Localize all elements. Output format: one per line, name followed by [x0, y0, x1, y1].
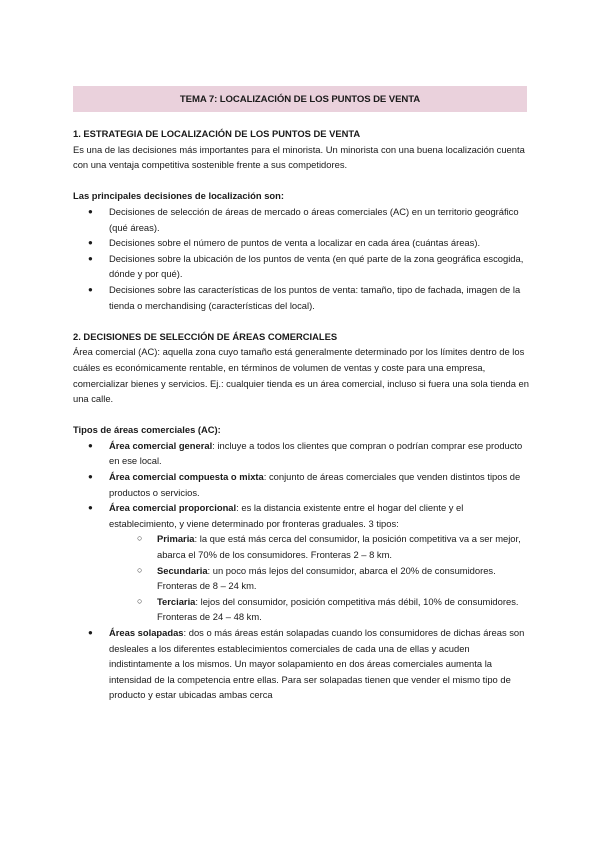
bullet-icon: ● [88, 206, 93, 216]
list-item: ● Área comercial compuesta o mixta: conjunto de áreas comerciales que venden distintos tipos de productos o servicios. [88, 471, 521, 498]
page-title: TEMA 7: LOCALIZACIÓN DE LOS PUNTOS DE VENTA [179, 93, 421, 105]
section1-bullet-list [73, 204, 529, 313]
title-banner [73, 86, 527, 112]
section2-intro: Área comercial (AC): aquella zona cuyo tamaño está generalmente determinado por los límites dentro de los cuáles es económicamente rentable, en términos de volumen de ventas y coste para una empresa, comercializar bienes y servicios. Ej.: cualquier tienda es un área comercial, incluso si fuera una sola tienda en una calle. [73, 346, 529, 405]
bullet-icon: ● [88, 628, 93, 637]
list-item: ● Área comercial general: incluye a todos los clientes que compran o podrían comprar ese producto en ese local. [88, 439, 523, 467]
list-item: ○ Primaria: la que está más cerca del consumidor, la posición competitiva va a ser mejor, abarca el 70% de los consumidores. Fronteras 2 – 8 km. [137, 533, 521, 561]
section1-heading: 1. ESTRATEGIA DE LOCALIZACIÓN DE LOS PUNTOS DE VENTA [73, 128, 361, 139]
list-item: ● Área comercial proporcional: es la distancia existente entre el hogar del cliente y el establecimiento, y viene determinado por fronteras graduales. 3 tipos: ○ Primaria: la que está más cerca del consumidor, la posición competitiva va a ser mejor, abarca el 70% de los consumidores. Fronteras 2 – 8 km. ○ Secundaria: un poco más lejos del consumidor, abarca el 20% de consumidores. Fronteras de 8 – 24 km. ○ Terciaria: lejos del consumidor, posición competitiva más débil, 10% de consumidores. Fronteras de 24 – 48 km. [73, 500, 529, 625]
list-item: ○ Terciaria: lejos del consumidor, posición competitiva más débil, 10% de consumidores. Fronteras de 24 – 48 km. [137, 595, 519, 623]
section2-heading: 2. DECISIONES DE SELECCIÓN DE ÁREAS COMERCIALES [73, 330, 338, 342]
sub-bullet-icon: ○ [137, 533, 143, 544]
list-item: ● Decisiones sobre el número de puntos de venta a localizar en cada área (cuántas áreas). [73, 235, 529, 251]
bullet-icon: ● [88, 503, 93, 513]
bullet-icon: ● [88, 253, 93, 263]
list-item: ○ Secundaria: un poco más lejos del consumidor, abarca el 20% de consumidores. Fronteras de 8 – 24 km. [137, 564, 496, 592]
bullet-icon: ● [88, 440, 93, 450]
list-item: ● Áreas solapadas: dos o más áreas están solapadas cuando los consumidores de dichas áreas son desleales a los diferentes establecimientos comerciales de cada una de ellas y acuden indistintamente a los mismos. Un mayor solapamiento en dos áreas comerciales aumenta la intensidad de la competencia entre ellas. Para ser solapadas tienen que vender el mismo tipo de producto y estar ubicadas ambas cerca [88, 627, 525, 701]
bullet-icon: ● [88, 472, 93, 482]
list-item: ● Decisiones de selección de áreas de mercado o áreas comerciales (AC) en un territorio geográfico (qué áreas). [88, 205, 519, 233]
section1-subheading: Las principales decisiones de localización son: [73, 190, 285, 202]
proportional-subtypes-list [133, 531, 529, 625]
document-body [73, 126, 529, 703]
area-types-list [73, 438, 529, 703]
section2-subheading: Tipos de áreas comerciales (AC): [73, 424, 221, 436]
bullet-icon: ● [88, 284, 93, 294]
bullet-icon: ● [88, 238, 93, 248]
list-item: ● Decisiones sobre la ubicación de los puntos de venta (en qué parte de la zona geográfica escogida, dónde y por qué). [88, 252, 524, 280]
sub-bullet-icon: ○ [137, 595, 143, 606]
sub-bullet-icon: ○ [137, 564, 143, 575]
section1-intro: Es una de las decisiones más importantes para el minorista. Un minorista con una buena localización cuenta con una ventaja competitiva sostenible frente a sus competidores. [73, 143, 525, 171]
list-item: ● Decisiones sobre las características de los puntos de venta: tamaño, tipo de fachada, imagen de la tienda o merchandising (características del local). [88, 283, 521, 311]
